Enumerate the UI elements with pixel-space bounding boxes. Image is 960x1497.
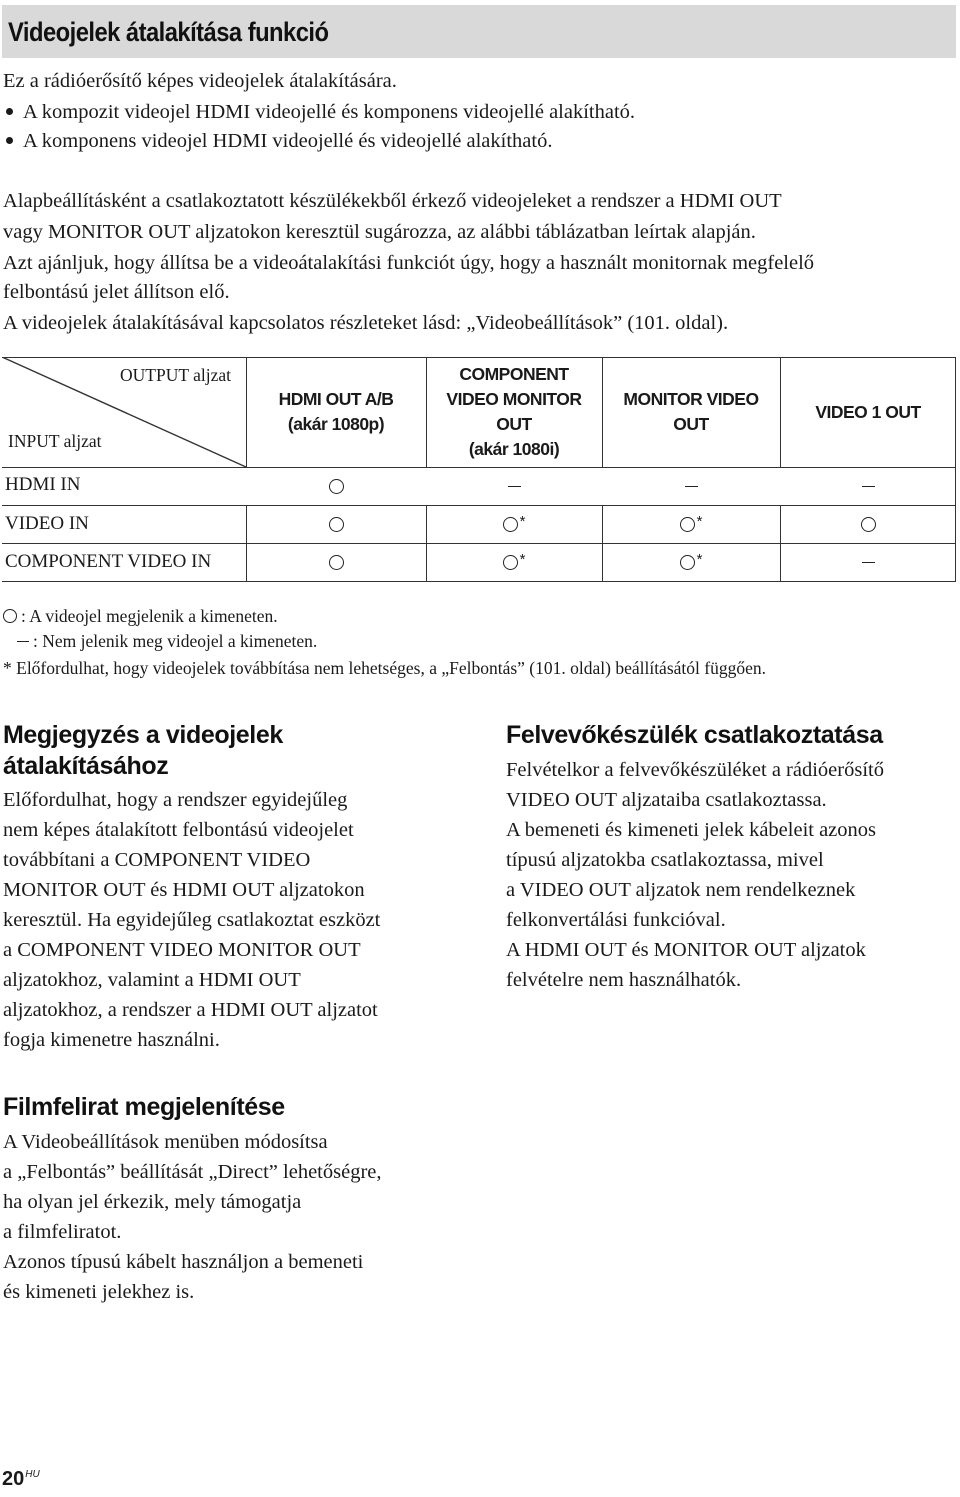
table-cell xyxy=(246,467,426,505)
circle-icon xyxy=(3,609,17,623)
table-cell xyxy=(780,467,956,505)
page-title: Videojelek átalakítása funkció xyxy=(8,17,329,47)
bullet-item xyxy=(3,130,552,153)
intro-text: Ez a rádióerősítő képes videojelek átalakítására. xyxy=(3,70,397,92)
circle-icon xyxy=(329,517,344,532)
circle-icon xyxy=(503,517,518,532)
paragraph-line: felbontású jelet állítson elő. xyxy=(3,281,230,303)
legend-circle: : A videojel megjelenik a kimeneten. xyxy=(3,606,278,627)
circle-icon xyxy=(503,555,518,570)
dash-icon xyxy=(685,486,698,487)
table-cell xyxy=(602,543,780,581)
row-label: VIDEO IN xyxy=(5,513,89,534)
circle-icon xyxy=(680,555,695,570)
asterisk-mark: * xyxy=(696,550,703,568)
note-text: Előfordulhat, hogy a rendszer egyidejűleg nem képes átalakított felbontású videojelet továbbítani a COMPONENT VIDEO MONITOR OUT és HDMI OUT aljzatokon keresztül. Ha egyidejűleg csatlakoztat eszközt a COMPONENT VIDEO MONITOR OUT aljzatokhoz, valamint a HDMI OUT aljzatokhoz, a rendszer a HDMI OUT aljzatot fogja kimenetre használni. xyxy=(3,789,381,1051)
table-cell xyxy=(426,467,602,505)
asterisk-mark: * xyxy=(519,550,526,568)
dash-icon xyxy=(17,641,29,642)
table-cell xyxy=(246,543,426,581)
dash-icon xyxy=(862,562,875,563)
row-label: COMPONENT VIDEO IN xyxy=(5,551,212,572)
subtitle-text: A Videobeállítások menüben módosítsa a „Felbontás” beállítását „Direct” lehetőségre, ha olyan jel érkezik, mely támogatja a filmfeliratot. Azonos típusú kábelt használjon a bemeneti és kimeneti jelekhez is. xyxy=(3,1131,382,1303)
table-cell xyxy=(426,505,602,543)
title-bar xyxy=(2,5,956,58)
conversion-table xyxy=(2,357,956,582)
bullet-item xyxy=(3,101,635,124)
corner-output-label: OUTPUT aljzat xyxy=(120,365,231,385)
column-header: COMPONENT VIDEO MONITOR OUT (akár 1080i) xyxy=(446,364,582,459)
bullet-text: A komponens videojel HDMI videojellé és videojellé alakítható. xyxy=(23,130,553,152)
column-header: HDMI OUT A/B (akár 1080p) xyxy=(278,389,394,434)
page-number: $20^{HU}$ xyxy=(2,1468,40,1490)
recorder-heading: Felvevőkészülék csatlakoztatása xyxy=(506,721,883,749)
dash-icon xyxy=(508,486,521,487)
paragraph-line: A videojelek átalakításával kapcsolatos részleteket lásd: „Videobeállítások” (101. oldal). xyxy=(3,312,729,334)
bullet-icon xyxy=(6,108,13,115)
subtitle-heading: Filmfelirat megjelenítése xyxy=(3,1093,285,1121)
circle-icon xyxy=(861,517,876,532)
circle-icon xyxy=(329,555,344,570)
bullet-icon xyxy=(6,137,13,144)
dash-icon xyxy=(862,486,875,487)
table-cell xyxy=(246,505,426,543)
table-cell xyxy=(780,543,956,581)
circle-icon xyxy=(329,479,344,494)
table-cell xyxy=(426,543,602,581)
asterisk-mark: * xyxy=(519,512,526,530)
legend-dash: : Nem jelenik meg videojel a kimeneten. xyxy=(3,631,317,652)
recorder-text: Felvételkor a felvevőkészüléket a rádióerősítő VIDEO OUT aljzataiba csatlakoztassa. A bemeneti és kimeneti jelek kábeleit azonos típusú aljzatokba csatlakoztassa, mivel a VIDEO OUT aljzatok nem rendelkeznek felkonvertálási funkcióval. A HDMI OUT és MONITOR OUT aljzatok felvételre nem használhatók. xyxy=(506,759,884,991)
row-label: HDMI IN xyxy=(5,474,81,495)
paragraph-line: vagy MONITOR OUT aljzatokon keresztül sugározza, az alábbi táblázatban leírtak alapján. xyxy=(3,221,756,243)
asterisk-mark: * xyxy=(696,512,703,530)
table-cell xyxy=(602,505,780,543)
bullet-text: A kompozit videojel HDMI videojellé és komponens videojellé alakítható. xyxy=(23,101,636,123)
paragraph-line: Azt ajánljuk, hogy állítsa be a videoátalakítási funkciót úgy, hogy a használt monitornak megfelelő xyxy=(3,252,815,274)
note-heading: Megjegyzés a videojelek átalakításához xyxy=(3,721,283,780)
paragraph-line: Alapbeállításként a csatlakoztatott készülékekből érkező videojeleket a rendszer a HDMI OUT xyxy=(3,190,782,212)
legend-star: * Előfordulhat, hogy videojelek továbbítása nem lehetséges, a „Felbontás” (101. oldal) beállításától függően. xyxy=(3,658,766,678)
table-cell xyxy=(780,505,956,543)
column-header: MONITOR VIDEO OUT xyxy=(623,389,759,434)
circle-icon xyxy=(680,517,695,532)
corner-input-label: INPUT aljzat xyxy=(8,431,102,451)
table-cell xyxy=(602,467,780,505)
column-header: VIDEO 1 OUT xyxy=(815,401,921,422)
